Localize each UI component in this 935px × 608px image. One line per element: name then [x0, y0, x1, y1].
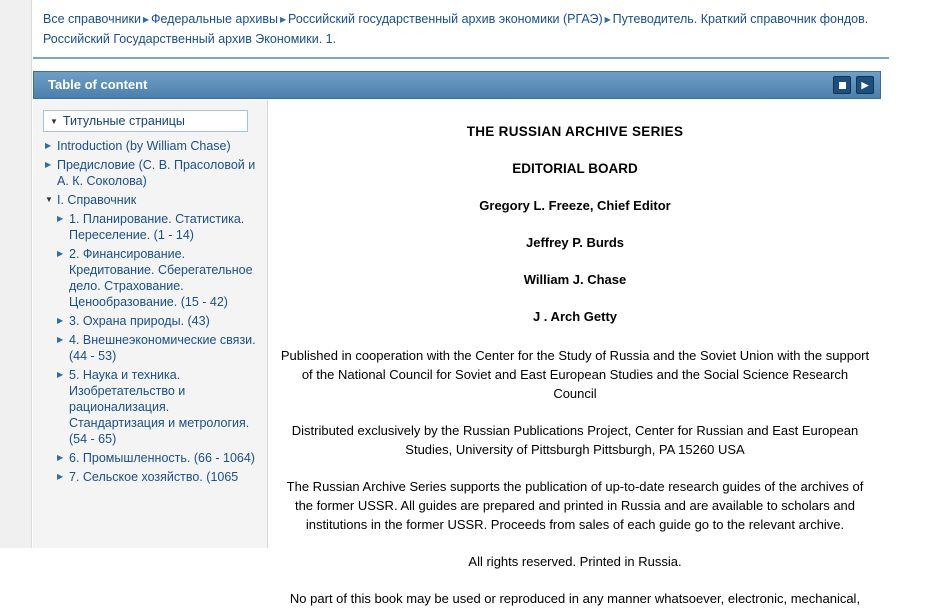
sidebar-item-section-4[interactable]: [57, 332, 261, 364]
toc-header-bar: [33, 71, 881, 99]
triangle-right-icon: [57, 450, 69, 466]
document-paragraph: The Russian Archive Series supports the publication of up-to-date research guides of the archives of the former USSR. All guides are prepared and printed in Russia and are available to scholars and institutions in the former USSR. Proceeds from sales of each guide go to the relevant archive.: [286, 479, 864, 532]
triangle-right-icon: [45, 157, 57, 173]
sidebar-item-section-5[interactable]: [57, 367, 261, 447]
triangle-right-icon: [45, 138, 57, 154]
sidebar-item-section-3[interactable]: [57, 313, 261, 329]
triangle-right-icon: [57, 332, 69, 348]
sidebar-item-section-6[interactable]: [57, 450, 261, 466]
triangle-right-icon: [57, 313, 69, 329]
sidebar-item-introduction[interactable]: [45, 138, 261, 154]
editor-name: J . Arch Getty: [532, 309, 618, 324]
toc-sidebar[interactable]: [33, 100, 268, 548]
chevron-right-icon: [278, 11, 288, 30]
document-paragraph: Distributed exclusively by the Russian Publications Project, Center for Russian and East European Studies, University of Pittsburgh Pittsburgh, PA 15260 USA: [291, 423, 859, 457]
right-gutter: [889, 0, 935, 548]
toc-header-buttons: [833, 76, 874, 94]
editor-name: William J. Chase: [523, 272, 627, 287]
sidebar-item-label: 2. Финансирование. Кредитование. Сберегательное дело. Страхование. Ценообразование. (15 - 42): [69, 247, 253, 309]
sidebar-item-label: 4. Внешнеэкономические связи. (44 - 53): [69, 333, 256, 363]
breadcrumb-item-2[interactable]: Российский государственный архив экономики (РГАЭ): [288, 12, 603, 26]
sidebar-item-label: 3. Охрана природы. (43): [69, 314, 210, 328]
sidebar-item-label: 7. Сельское хозяйство. (1065: [69, 470, 239, 484]
document-paragraph: No part of this book may be used or reproduced in any manner whatsoever, electronic, mechanical,: [289, 591, 861, 606]
sidebar-item-label: 6. Промышленность. (66 - 1064): [69, 451, 255, 465]
square-icon[interactable]: [833, 76, 851, 94]
sidebar-item-preface[interactable]: [45, 157, 261, 189]
sidebar-item-label: 5. Наука и техника. Изобретательство и рационализация. Стандартизация и метрология. (54 - 65): [69, 368, 250, 446]
toc-root-label: Титульные страницы: [62, 114, 185, 128]
triangle-down-icon: [45, 192, 57, 208]
document-paragraph: All rights reserved. Printed in Russia.: [468, 554, 682, 569]
breadcrumb-item-3[interactable]: Путеводитель. Краткий справочник фондов. Российский Государственный архив Экономики. 1.: [43, 12, 869, 46]
chevron-right-icon: [141, 11, 151, 30]
sidebar-item-spravochnik[interactable]: [45, 192, 261, 208]
sidebar-item-section-2[interactable]: [57, 246, 261, 310]
sidebar-item-label: 1. Планирование. Статистика. Переселение. (1 - 14): [69, 212, 245, 242]
editor-name: Gregory L. Freeze, Chief Editor: [479, 198, 671, 213]
triangle-right-icon: [57, 211, 69, 227]
sidebar-item-label: Предисловие (С. В. Прасоловой и А. К. Соколова): [57, 158, 256, 188]
breadcrumb-item-1[interactable]: Федеральные архивы: [150, 12, 279, 26]
document-subtitle: EDITORIAL BOARD: [512, 161, 638, 176]
sidebar-item-label: Introduction (by William Chase): [57, 139, 231, 153]
arrow-right-icon[interactable]: [856, 76, 874, 94]
triangle-right-icon: [57, 367, 69, 383]
chevron-right-icon: [603, 11, 613, 30]
sidebar-item-section-1[interactable]: [57, 211, 261, 243]
toc-root-item[interactable]: [43, 110, 248, 132]
toc-header-title: Table of content: [48, 77, 148, 92]
triangle-right-icon: [57, 246, 69, 262]
triangle-right-icon: [57, 469, 69, 485]
left-gutter: [0, 0, 32, 548]
breadcrumb: [33, 0, 889, 59]
document-content: [269, 100, 881, 606]
sidebar-item-label: I. Справочник: [57, 193, 137, 207]
breadcrumb-item-0[interactable]: Все справочники: [43, 12, 141, 26]
document-paragraph: Published in cooperation with the Center for the Study of Russia and the Soviet Union with the support of the National Council for Soviet and East European Studies and the Social Science Research Council: [280, 348, 870, 401]
sidebar-item-section-7[interactable]: [57, 469, 261, 485]
document-title: THE RUSSIAN ARCHIVE SERIES: [466, 124, 684, 139]
editor-name: Jeffrey P. Burds: [525, 235, 625, 250]
chevron-down-icon: [50, 114, 63, 128]
